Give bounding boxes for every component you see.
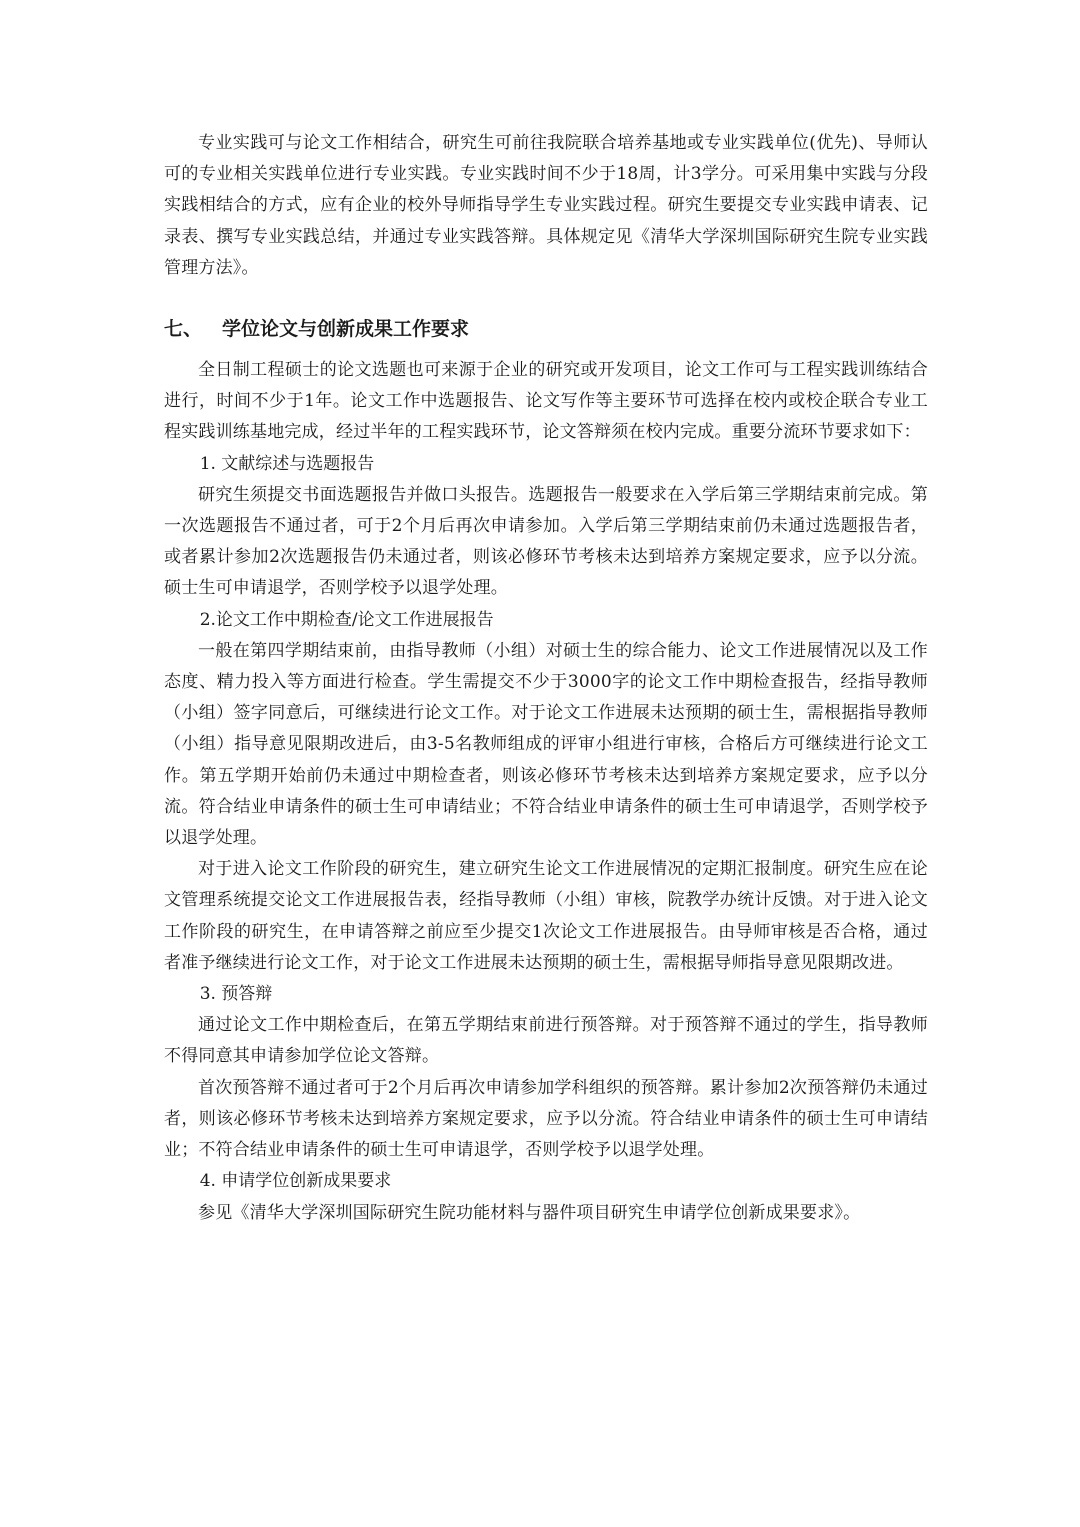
item-3 bbox=[164, 979, 928, 1166]
item-paragraph: 一般在第四学期结束前，由指导教师（小组）对硕士生的综合能力、论文工作进展情况以及工作态度、精力投入等方面进行检查。学生需提交不少于3000字的论文工作中期检查报告，经指导教师（小组）签字同意后，可继续进行论文工作。对于论文工作进展未达预期的硕士生，需根据指导教师（小组）指导意见限期改进后，由3-5名教师组成的评审小组进行审核，合格后方可继续进行论文工作。第五学期开始前仍未通过中期检查者，则该必修环节考核未达到培养方案规定要求，应予以分流。符合结业申请条件的硕士生可申请结业；不符合结业申请条件的硕士生可申请退学，否则学校予以退学处理。 bbox=[164, 640, 928, 849]
item-title: 4. 申请学位创新成果要求 bbox=[199, 1171, 392, 1192]
item-paragraph: 研究生须提交书面选题报告并做口头报告。选题报告一般要求在入学后第三学期结束前完成。第一次选题报告不通过者，可于2个月后再次申请参加。入学后第三学期结束前仍未通过选题报告者，或者累计参加2次选题报告仍未通过者，则该必修环节考核未达到培养方案规定要求，应予以分流。硕士生可申请退学，否则学校予以退学处理。 bbox=[164, 484, 928, 599]
item-title: 1. 文献综述与选题报告 bbox=[199, 453, 375, 474]
item-title: 3. 预答辩 bbox=[199, 984, 273, 1005]
intro-paragraph: 专业实践可与论文工作相结合，研究生可前往我院联合培养基地或专业实践单位(优先)、导师认可的专业相关实践单位进行专业实践。专业实践时间不少于18周，计3学分。可采用集中实践与分段实践相结合的方式，应有企业的校外导师指导学生专业实践过程。研究生要提交专业实践申请表、记录表、撰写专业实践总结，并通过专业实践答辩。具体规定见《清华大学深圳国际研究生院专业实践管理方法》。 bbox=[164, 133, 928, 278]
item-paragraph: 对于进入论文工作阶段的研究生，建立研究生论文工作进展情况的定期汇报制度。研究生应在论文管理系统提交论文工作进展报告表，经指导教师（小组）审核，院教学办统计反馈。对于进入论文工作阶段的研究生，在申请答辩之前应至少提交1次论文工作进展报告。由导师审核是否合格，通过者准予继续进行论文工作，对于论文工作进展未达预期的硕士生，需根据导师指导意见限期改进。 bbox=[164, 859, 928, 973]
item-4 bbox=[164, 1166, 928, 1228]
item-paragraph: 首次预答辩不通过者可于2个月后再次申请参加学科组织的预答辩。累计参加2次预答辩仍未通过者，则该必修环节考核未达到培养方案规定要求，应予以分流。符合结业申请条件的硕士生可申请结业；不符合结业申请条件的硕士生可申请退学，否则学校予以退学处理。 bbox=[164, 1077, 928, 1161]
section-title: 学位论文与创新成果工作要求 bbox=[222, 318, 470, 341]
item-1 bbox=[164, 449, 928, 605]
section-intro-paragraph: 全日制工程硕士的论文选题也可来源于企业的研究或开发项目，论文工作可与工程实践训练结合进行，时间不少于1年。论文工作中选题报告、论文写作等主要环节可选择在校内或校企联合专业工程实践训练基地完成，经过半年的工程实践环节，论文答辩须在校内完成。重要分流环节要求如下： bbox=[164, 360, 928, 443]
item-title: 2.论文工作中期检查/论文工作进展报告 bbox=[199, 609, 494, 630]
item-paragraph: 通过论文工作中期检查后，在第五学期结束前进行预答辩。对于预答辩不通过的学生，指导教师不得同意其申请参加学位论文答辩。 bbox=[164, 1015, 928, 1067]
document-page bbox=[164, 128, 928, 1229]
section-number: 七、 bbox=[164, 318, 203, 341]
item-paragraph: 参见《清华大学深圳国际研究生院功能材料与器件项目研究生申请学位创新成果要求》。 bbox=[198, 1202, 861, 1223]
section-heading bbox=[164, 314, 928, 341]
item-2 bbox=[164, 605, 928, 979]
